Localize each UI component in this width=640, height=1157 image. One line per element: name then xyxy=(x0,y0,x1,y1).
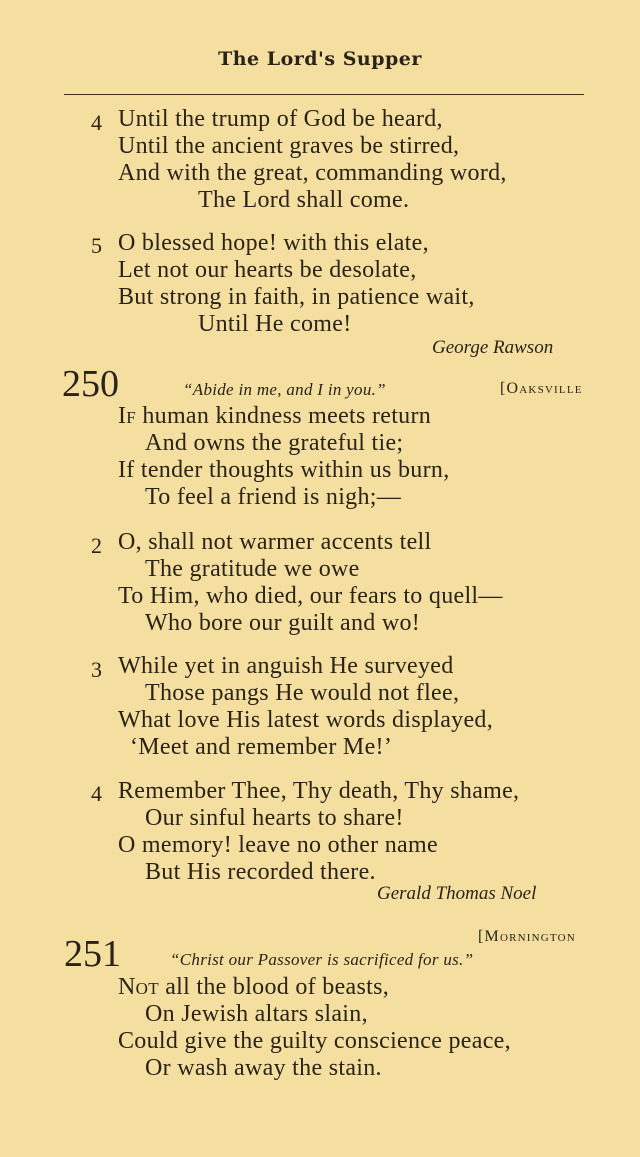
verse-line xyxy=(118,404,431,428)
verse-line: Remember Thee, Thy death, Thy shame, xyxy=(118,778,520,804)
verse-line xyxy=(118,975,389,999)
verse-line: The gratitude we owe xyxy=(145,556,360,582)
verse-line: But His recorded there. xyxy=(145,859,376,885)
verse-line: To Him, who died, our fears to quell— xyxy=(118,583,503,609)
hymn-epigraph: “Abide in me, and I in you.” xyxy=(183,380,386,399)
verse-line: What love His latest words displayed, xyxy=(118,707,494,733)
initial-word: If xyxy=(118,403,137,429)
verse-line: Let not our hearts be desolate, xyxy=(118,257,417,283)
verse-line: Or wash away the stain. xyxy=(145,1055,382,1081)
stanza-number: 4 xyxy=(91,781,102,806)
hymn-author: George Rawson xyxy=(432,337,554,358)
stanza-number: 5 xyxy=(91,233,102,258)
verse-line: But strong in faith, in patience wait, xyxy=(118,284,475,310)
verse-line: And owns the grateful tie; xyxy=(145,430,404,456)
hymn-number: 250 xyxy=(62,363,119,405)
verse-line: The Lord shall come. xyxy=(198,187,410,213)
header-rule xyxy=(64,94,584,95)
stanza-number: 2 xyxy=(91,533,102,558)
verse-line: Our sinful hearts to share! xyxy=(145,805,404,831)
hymn-number: 251 xyxy=(64,933,121,975)
verse-line-rest: human kindness meets return xyxy=(136,403,432,429)
verse-line: Until the trump of God be heard, xyxy=(118,106,443,132)
tune-name: [Mornington xyxy=(478,928,576,945)
verse-line: If tender thoughts within us burn, xyxy=(118,457,450,483)
verse-line: To feel a friend is nigh;— xyxy=(145,484,402,510)
stanza-number: 3 xyxy=(91,657,102,682)
verse-line: Who bore our guilt and wo! xyxy=(145,610,421,636)
verse-line: Could give the guilty conscience peace, xyxy=(118,1028,511,1054)
hymn-epigraph: “Christ our Passover is sacrificed for us.” xyxy=(170,950,474,969)
verse-line-rest: all the blood of beasts, xyxy=(158,974,390,1000)
running-header: The Lord's Supper xyxy=(218,48,422,70)
verse-line: On Jewish altars slain, xyxy=(145,1001,368,1027)
verse-line: While yet in anguish He surveyed xyxy=(118,653,454,679)
verse-line: Until He come! xyxy=(198,311,352,337)
verse-line: And with the great, commanding word, xyxy=(118,160,507,186)
verse-line: ‘Meet and remember Me!’ xyxy=(130,734,393,760)
verse-line: O, shall not warmer accents tell xyxy=(118,529,432,555)
initial-word: Not xyxy=(118,974,159,1000)
hymn-author: Gerald Thomas Noel xyxy=(377,883,537,904)
verse-line: Until the ancient graves be stirred, xyxy=(118,133,460,159)
verse-line: O memory! leave no other name xyxy=(118,832,438,858)
stanza-number: 4 xyxy=(91,110,102,135)
tune-name: [Oaksville xyxy=(500,380,583,397)
verse-line: O blessed hope! with this elate, xyxy=(118,230,429,256)
verse-line: Those pangs He would not flee, xyxy=(145,680,460,706)
